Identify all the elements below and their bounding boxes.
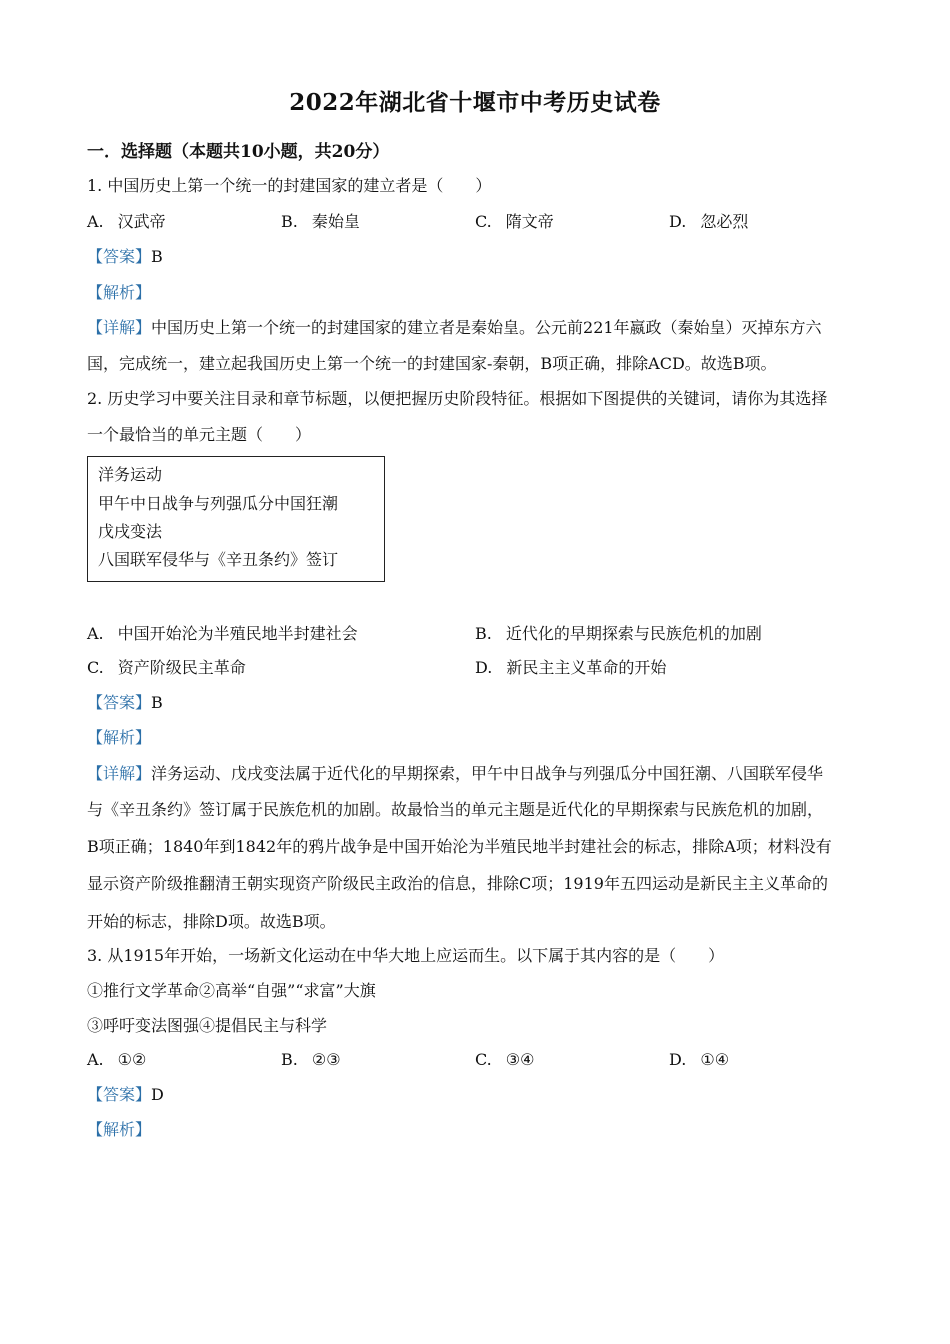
option-letter: C.	[475, 212, 492, 231]
option-text: ①④	[700, 1050, 730, 1069]
q1-option-c[interactable]	[475, 212, 554, 232]
detail-tag: 【详解】	[87, 764, 152, 783]
q2-stem-line-1: 2. 历史学习中要关注目录和章节标题，以便把握历史阶段特征。根据如下图提供的关键词，请你为其选择	[87, 389, 828, 408]
page-title: 2022年湖北省十堰市中考历史试卷	[289, 89, 661, 116]
q2-detail	[87, 764, 823, 784]
keyword-item: 戊戌变法	[98, 522, 163, 541]
q3-option-d[interactable]	[669, 1050, 729, 1070]
q2-option-b[interactable]	[475, 624, 762, 644]
option-text: 近代化的早期探索与民族危机的加剧	[505, 624, 762, 643]
option-text: ③④	[505, 1050, 535, 1069]
keyword-item: 八国联军侵华与《辛丑条约》签订	[98, 550, 339, 569]
answer-tag: 【答案】	[87, 247, 152, 266]
option-letter: B.	[475, 624, 492, 643]
q2-detail-line-5: 开始的标志，排除D项。故选B项。	[87, 912, 336, 931]
q1-answer	[87, 247, 163, 267]
q1-option-d[interactable]	[669, 212, 748, 232]
keyword-item: 洋务运动	[98, 465, 163, 484]
keyword-item: 甲午中日战争与列强瓜分中国狂潮	[98, 494, 339, 513]
option-text: 忽必烈	[700, 212, 749, 231]
option-text: 资产阶级民主革命	[117, 658, 246, 677]
q1-option-a[interactable]	[87, 212, 166, 232]
option-letter: D.	[669, 1050, 687, 1069]
answer-tag: 【答案】	[87, 1085, 152, 1104]
q1-detail-line-2: 国，完成统一，建立起我国历史上第一个统一的封建国家-秦朝，B项正确，排除ACD。故选B项。	[87, 354, 777, 373]
q2-analysis-tag: 【解析】	[87, 728, 152, 747]
option-letter: D.	[475, 658, 493, 677]
section-heading: 一．选择题（本题共10小题，共20分）	[87, 142, 390, 162]
detail-tag: 【详解】	[87, 318, 152, 337]
answer-value: B	[151, 693, 163, 712]
q3-items-line-2: ③呼吁变法图强④提倡民主与科学	[87, 1016, 328, 1035]
q2-stem-line-2: 一个最恰当的单元主题（ ）	[87, 425, 312, 444]
q1-option-b[interactable]	[281, 212, 360, 232]
option-text: 中国开始沦为半殖民地半封建社会	[117, 624, 358, 643]
q2-option-c[interactable]	[87, 658, 246, 678]
q2-option-d[interactable]	[475, 658, 666, 678]
answer-value: B	[151, 247, 163, 266]
q1-detail	[87, 318, 822, 338]
q3-option-b[interactable]	[281, 1050, 341, 1070]
option-letter: A.	[87, 1050, 104, 1069]
keyword-box	[87, 456, 385, 582]
option-text: 汉武帝	[117, 212, 166, 231]
q3-items-line-1: ①推行文学革命②高举“自强”“求富”大旗	[87, 981, 376, 1000]
answer-value: D	[151, 1085, 164, 1104]
detail-text: 中国历史上第一个统一的封建国家的建立者是秦始皇。公元前221年嬴政（秦始皇）灭掉东方六	[151, 318, 822, 337]
q1-stem: 1. 中国历史上第一个统一的封建国家的建立者是（ ）	[87, 176, 492, 195]
q3-analysis-tag: 【解析】	[87, 1120, 152, 1139]
q2-answer	[87, 693, 163, 713]
option-letter: A.	[87, 212, 104, 231]
option-text: ②③	[311, 1050, 341, 1069]
answer-tag: 【答案】	[87, 693, 152, 712]
option-letter: B.	[281, 212, 298, 231]
option-text: 新民主主义革命的开始	[506, 658, 667, 677]
q3-option-c[interactable]	[475, 1050, 534, 1070]
q2-detail-line-2: 与《辛丑条约》签订属于民族危机的加剧。故最恰当的单元主题是近代化的早期探索与民族危机的加剧，	[87, 800, 824, 819]
q1-analysis-tag: 【解析】	[87, 283, 152, 302]
q3-stem: 3. 从1915年开始，一场新文化运动在中华大地上应运而生。以下属于其内容的是（ ）	[87, 946, 725, 965]
option-letter: B.	[281, 1050, 298, 1069]
q2-detail-line-3: B项正确；1840年到1842年的鸦片战争是中国开始沦为半殖民地半封建社会的标志，排除A项；材料没有	[87, 837, 832, 856]
q3-option-a[interactable]	[87, 1050, 146, 1070]
option-letter: C.	[475, 1050, 492, 1069]
q2-option-a[interactable]	[87, 624, 358, 644]
option-text: 秦始皇	[311, 212, 360, 231]
option-text: ①②	[117, 1050, 147, 1069]
option-letter: A.	[87, 624, 104, 643]
option-letter: D.	[669, 212, 687, 231]
q3-answer	[87, 1085, 164, 1105]
detail-text: 洋务运动、戊戌变法属于近代化的早期探索，甲午中日战争与列强瓜分中国狂潮、八国联军侵华	[151, 764, 824, 783]
option-letter: C.	[87, 658, 104, 677]
q2-detail-line-4: 显示资产阶级推翻清王朝实现资产阶级民主政治的信息，排除C项；1919年五四运动是新民主主义革命的	[87, 874, 828, 893]
option-text: 隋文帝	[505, 212, 554, 231]
